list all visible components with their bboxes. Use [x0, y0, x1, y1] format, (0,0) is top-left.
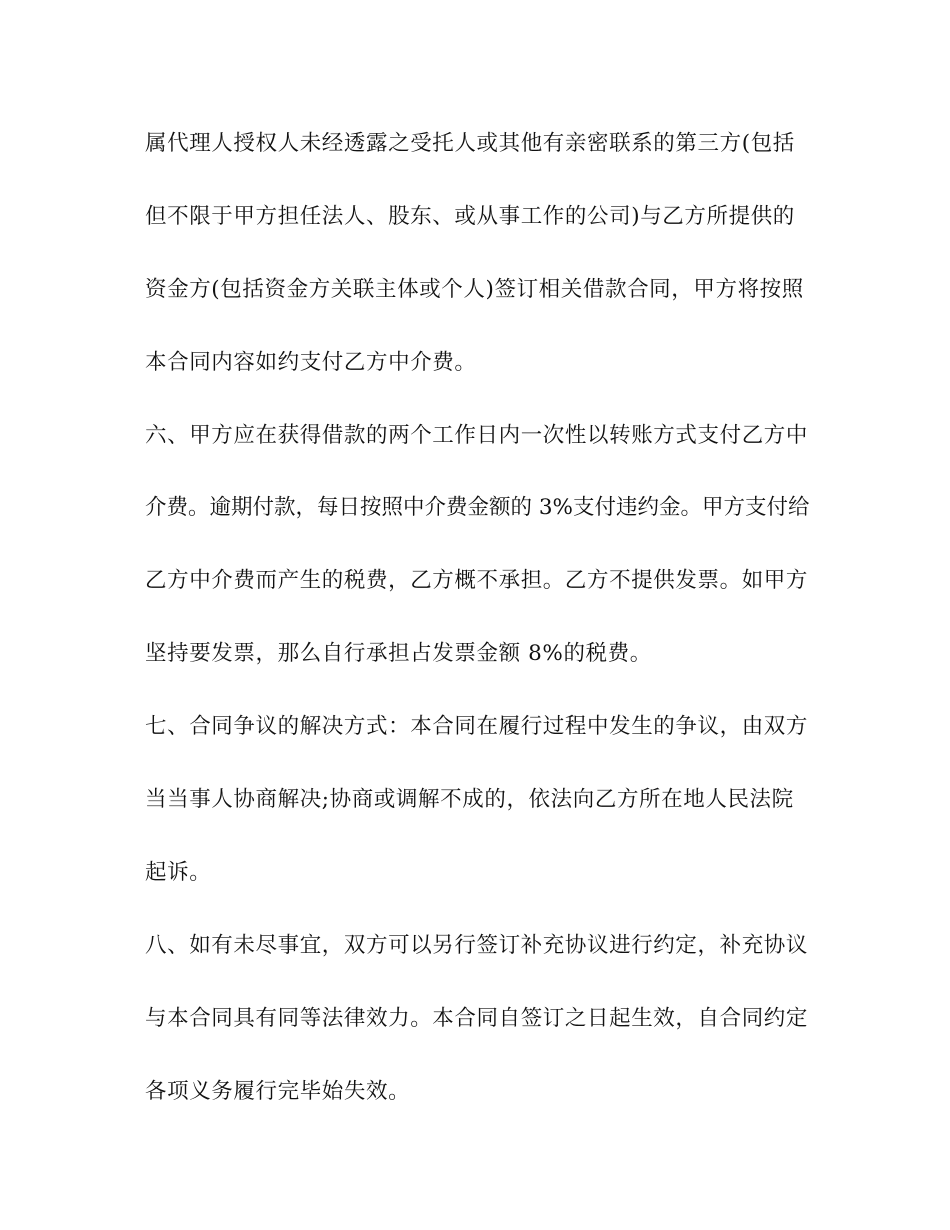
text-line: 坚持要发票，那么自行承担占发票金额 8%的税费。	[145, 641, 652, 667]
text-line: 属代理人授权人未经透露之受托人或其他有亲密联系的第三方(包括	[145, 131, 795, 156]
text-line: 但不限于甲方担任法人、股东、或从事工作的公司)与乙方所提供的	[145, 203, 795, 229]
text-line: 八、如有未尽事宜，双方可以另行签订补充协议进行约定，补充协议	[145, 932, 809, 958]
text-line: 七、合同争议的解决方式：本合同在履行过程中发生的争议，由双方	[145, 714, 809, 740]
text-line: 与本合同具有同等法律效力。本合同自签订之日起生效，自合同约定	[145, 1005, 809, 1031]
text-line: 六、甲方应在获得借款的两个工作日内一次性以转账方式支付乙方中	[145, 422, 809, 448]
text-line: 资金方(包括资金方关联主体或个人)签订相关借款合同，甲方将按照	[145, 276, 804, 302]
text-line: 当当事人协商解决;协商或调解不成的，依法向乙方所在地人民法院	[145, 787, 794, 813]
document-body	[145, 122, 810, 1142]
text-line: 起诉。	[145, 859, 212, 885]
text-line: 本合同内容如约支付乙方中介费。	[145, 349, 477, 375]
text-line: 乙方中介费而产生的税费，乙方概不承担。乙方不提供发票。如甲方	[145, 568, 809, 594]
text-line: 介费。逾期付款，每日按照中介费金额的 3%支付违约金。甲方支付给	[145, 495, 810, 521]
text-line: 各项义务履行完毕始失效。	[145, 1078, 411, 1104]
